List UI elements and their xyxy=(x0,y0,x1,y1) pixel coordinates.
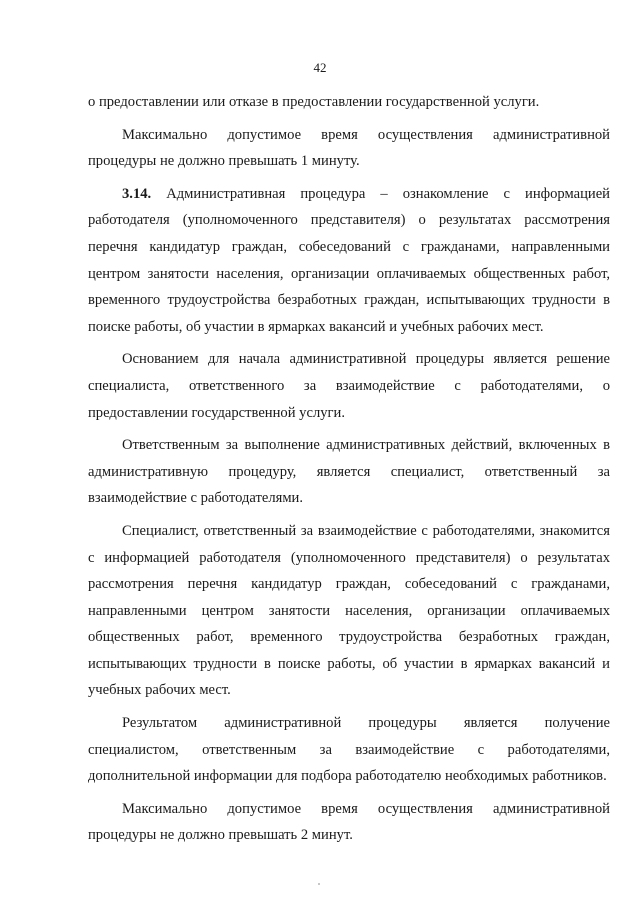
paragraph-continuation: о предоставлении или отказе в предоставлении государственной услуги. xyxy=(88,94,540,110)
page-number: 42 xyxy=(313,60,327,75)
paragraph-section-3-14 xyxy=(88,181,610,341)
paragraph-responsible: Ответственным за выполнение административных действий, включенных в административную процедуру, является специалист, ответственный за взаимодействие с работодателями. xyxy=(88,437,610,507)
paragraph-result: Результатом административной процедуры является получение специалистом, ответственным за взаимодействие с работодателями, дополнительной информации для подбора работодателю необходимых работников. xyxy=(88,715,610,785)
section-number: 3.14. xyxy=(122,185,152,202)
paragraph-specialist-review: Специалист, ответственный за взаимодействие с работодателями, знакомится с информацией работодателя (уполномоченного представителя) о результатах рассмотрения перечня кандидатур граждан, собеседований с гражданами, направленными центром занятости населения, организации оплачиваемых общественных работ, временного трудоустройства безработных граждан, испытывающих трудности в поиске работы, об участии в ярмарках вакансий и учебных рабочих мест. xyxy=(88,522,610,699)
paragraph-max-time-1-minute: Максимально допустимое время осуществления административной процедуры не должно превышать 1 минуту. xyxy=(88,126,610,170)
scan-artifact xyxy=(318,883,320,885)
section-3-14-text: Административная процедура – ознакомление с информацией работодателя (уполномоченного представителя) о результатах рассмотрения перечня кандидатур граждан, собеседований с гражданами, направленными центром занятости населения, организации оплачиваемых общественных работ, временного трудоустройства безработных граждан, испытывающих трудности в поиске работы, об участии в ярмарках вакансий и учебных рабочих мест. xyxy=(88,185,610,335)
paragraph-max-time-2-minutes: Максимально допустимое время осуществления административной процедуры не должно превышать 2 минут. xyxy=(88,800,610,844)
paragraph-basis: Основанием для начала административной процедуры является решение специалиста, ответственного за взаимодействие с работодателями, о предоставлении государственной услуги. xyxy=(88,351,610,421)
document-body xyxy=(88,89,610,855)
